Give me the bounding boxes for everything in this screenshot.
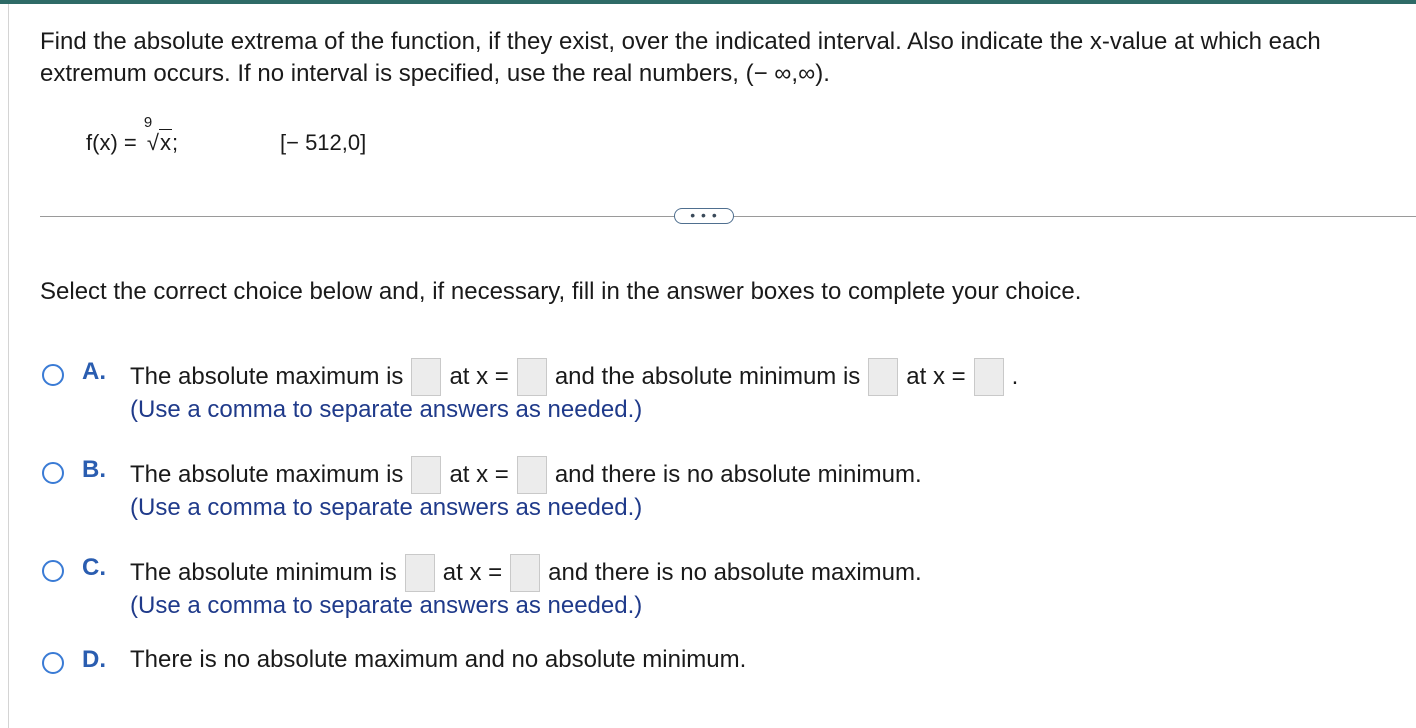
interval: [− 512,0] [280,130,367,155]
choice-text: There is no absolute maximum and no absolute minimum. [130,646,747,673]
answer-box-b-max-x[interactable] [517,456,547,494]
choice-c-text [130,554,922,592]
choice-text: The absolute minimum is [130,559,397,586]
choice-text: The absolute maximum is [130,461,404,488]
choice-text: at x = [906,363,966,390]
answer-box-b-max[interactable] [411,456,441,494]
answer-box-a-min[interactable] [868,358,898,396]
choice-letter-d: D. [82,646,106,673]
answer-box-a-max-x[interactable] [517,358,547,396]
radio-a[interactable] [42,364,64,386]
radio-c[interactable] [42,560,64,582]
choice-letter-b: B. [82,456,106,483]
choice-text: The absolute maximum is [130,363,404,390]
radio-b[interactable] [42,462,64,484]
function-expression [86,114,179,156]
answer-box-a-min-x[interactable] [974,358,1004,396]
choice-letter-c: C. [82,554,106,581]
choice-hint: (Use a comma to separate answers as needed.) [130,396,643,423]
radio-d[interactable] [42,652,64,674]
answer-box-c-min[interactable] [405,554,435,592]
function-label: f(x) = [86,130,137,155]
choice-hint: (Use a comma to separate answers as needed.) [130,494,643,521]
left-border [8,4,9,728]
choice-letter-a: A. [82,358,106,385]
choice-text: and there is no absolute minimum. [554,461,922,488]
choice-end: . [1011,363,1019,390]
answer-box-c-min-x[interactable] [510,554,540,592]
choice-text: and there is no absolute maximum. [548,559,922,586]
function-separator: ; [171,130,179,155]
top-accent-bar [0,0,1416,4]
question-prompt: Find the absolute extrema of the function, if they exist, over the indicated interval. Also indicate the x-value at which each extremum occurs. If no interval is specified, use the real numbers, (− ∞,∞). [40,28,1321,87]
choice-text: and the absolute minimum is [554,363,861,390]
radical-sign-icon: √ [146,130,159,155]
choice-b-text [130,456,922,494]
show-more-button[interactable]: • • • [674,208,734,224]
choice-hint: (Use a comma to separate answers as needed.) [130,592,643,619]
choice-text: at x = [449,461,509,488]
answer-box-a-max[interactable] [411,358,441,396]
choice-text: at x = [442,559,503,586]
root-index: 9 [143,114,153,131]
instruction-text: Select the correct choice below and, if necessary, fill in the answer boxes to complete your choice. [40,278,1082,305]
nth-root [143,114,172,156]
choice-d-text [130,646,746,674]
radicand: x [159,130,171,155]
choice-text: at x = [449,363,509,390]
choice-a-text [130,358,1018,396]
